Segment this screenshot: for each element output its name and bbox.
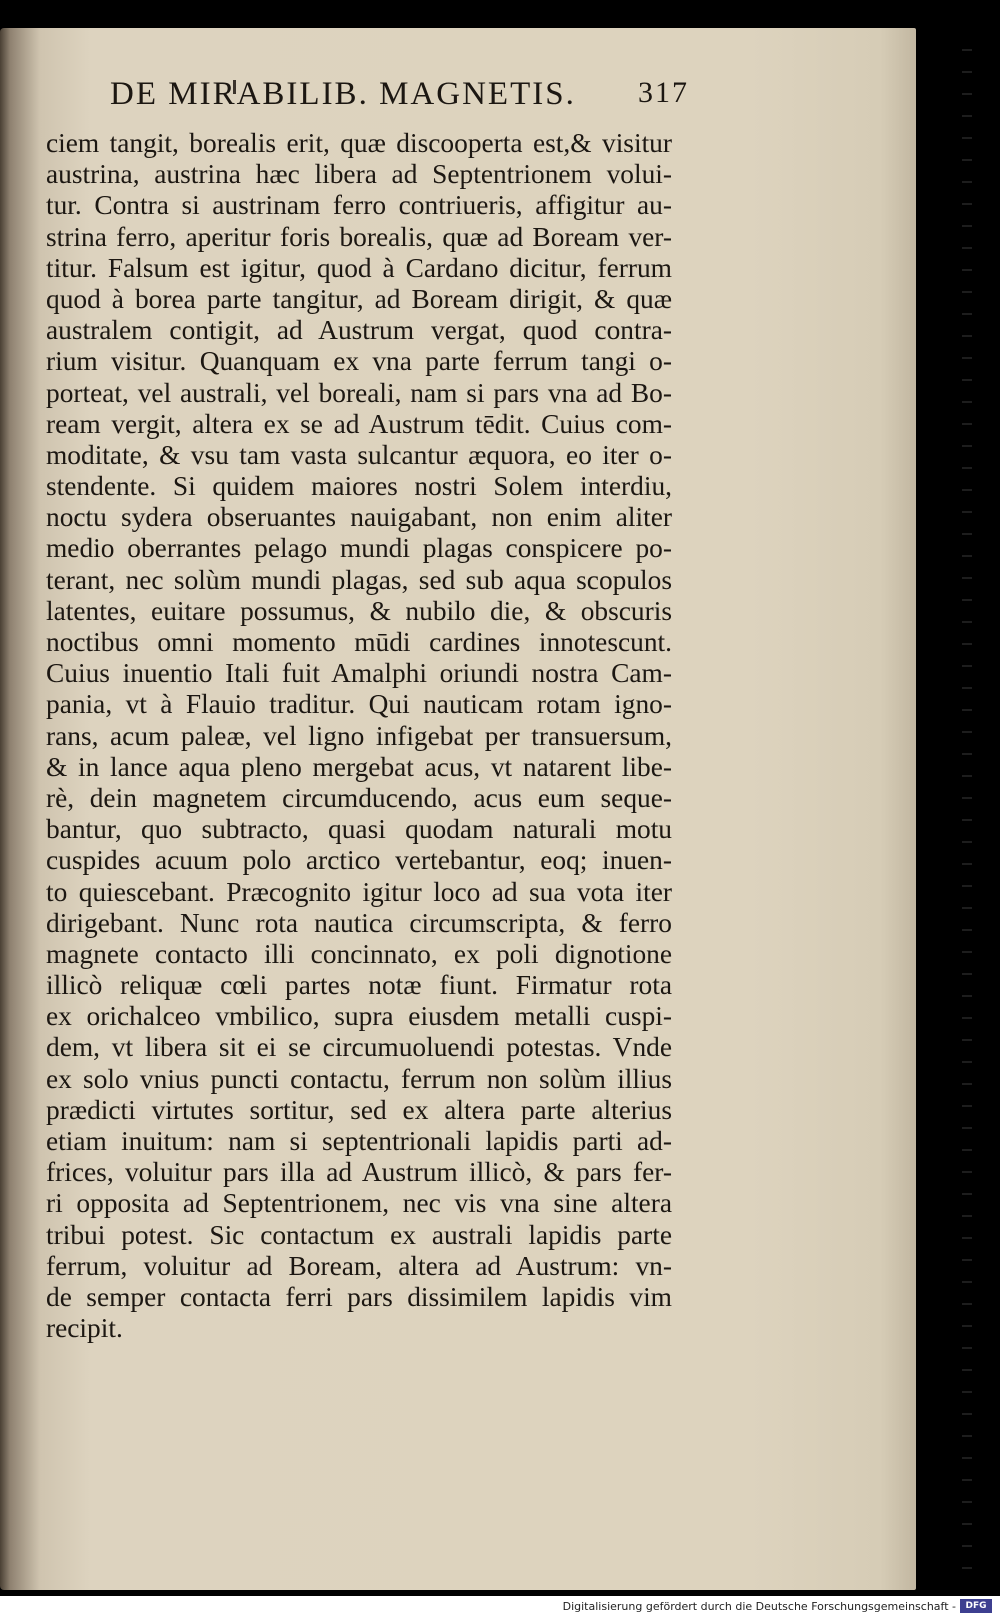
scan-ruler — [958, 40, 1000, 1590]
text-line: ri opposita ad Septentrionem, nec vis vna sine altera — [46, 1188, 672, 1219]
text-line: australem contigit, ad Austrum vergat, quod contra- — [46, 315, 672, 346]
text-line: ciem tangit, borealis erit, quæ discooperta est,& visitur — [46, 128, 672, 158]
funding-credit: Digitalisierung gefördert durch die Deutsche Forschungsgemeinschaft - — [562, 1600, 956, 1613]
text-line: stendente. Si quidem maiores nostri Solem interdiu, — [46, 471, 672, 502]
text-line: terant, nec solùm mundi plagas, sed sub aqua scopulos — [46, 564, 672, 595]
text-line: to quiescebant. Præcognito igitur loco ad sua vota iter — [46, 876, 672, 907]
text-line: bantur, quo subtracto, quasi quodam naturali motu — [46, 814, 672, 845]
text-line: ferrum, voluitur ad Boream, altera ad Austrum: vn- — [46, 1250, 672, 1281]
text-line: austrina, austrina hæc libera ad Septentrionem volui- — [46, 159, 672, 190]
text-line: noctu sydera obseruantes nauigabant, non enim aliter — [46, 502, 672, 533]
text-line: cuspides acuum polo arctico vertebantur, eoq; inuen- — [46, 845, 672, 876]
text-line: noctibus omni momento mūdi cardines innotescunt. — [46, 627, 672, 657]
text-line: ex orichalceo vmbilico, supra eiusdem metalli cuspi- — [46, 1001, 672, 1032]
text-line: & in lance aqua pleno mergebat acus, vt natarent libe- — [46, 751, 672, 782]
text-line: frices, voluitur pars illa ad Austrum illicò, & pars fer- — [46, 1157, 672, 1188]
text-line: rè, dein magnetem circumducendo, acus eum seque- — [46, 782, 672, 813]
text-line: prædicti virtutes sortitur, sed ex altera parte alterius — [46, 1094, 672, 1125]
text-line: medio oberrantes pelago mundi plagas conspicere po- — [46, 533, 672, 564]
text-line: pania, vt à Flauio traditur. Qui nauticam rotam igno- — [46, 689, 672, 720]
text-line: dirigebant. Nunc rota nautica circumscripta, & ferro — [46, 907, 672, 938]
text-line: latentes, euitare possumus, & nubilo die, & obscuris — [46, 595, 672, 626]
page-number: 317 — [638, 76, 689, 109]
text-line: tur. Contra si austrinam ferro contriueris, affigitur au- — [46, 190, 672, 221]
footer-bar — [0, 1596, 1000, 1618]
text-line: recipit. — [46, 1313, 123, 1344]
text-line: de semper contacta ferri pars dissimilem lapidis vim — [46, 1281, 672, 1312]
text-line: magnete contacto illi concinnato, ex poli dignotione — [46, 938, 672, 969]
text-line: illicò reliquæ cœli partes notæ fiunt. Firmatur rota — [46, 970, 672, 1001]
text-line: etiam inuitum: nam si septentrionali lapidis parti ad- — [46, 1126, 672, 1156]
text-line: rans, acum paleæ, vel ligno infigebat per transuersum, — [46, 720, 672, 751]
text-line: dem, vt libera sit ei se circumuoluendi potestas. Vnde — [46, 1032, 672, 1063]
text-line: rium visitur. Quanquam ex vna parte ferrum tangi o- — [46, 346, 672, 377]
body-text — [46, 128, 672, 1344]
text-line: strina ferro, aperitur foris borealis, quæ ad Boream ver- — [46, 221, 672, 252]
text-line: tribui potest. Sic contactum ex australi lapidis parte — [46, 1219, 672, 1250]
text-line: ex solo vnius puncti contactu, ferrum non solùm illius — [46, 1063, 672, 1094]
running-header — [110, 76, 689, 120]
text-line: Cuius inuentio Itali fuit Amalphi oriundi nostra Cam- — [46, 658, 672, 689]
text-line: titur. Falsum est igitur, quod à Cardano dicitur, ferrum — [46, 252, 672, 283]
text-line: quod à borea parte tangitur, ad Boream dirigit, & quæ — [46, 283, 672, 314]
running-title: DE MIRABILIB. MAGNETIS. — [110, 76, 576, 112]
text-line: ream vergit, altera ex se ad Austrum tēdit. Cuius com- — [46, 408, 672, 439]
dfg-logo: DFG — [960, 1599, 992, 1613]
text-line: porteat, vel australi, vel boreali, nam si pars vna ad Bo- — [46, 377, 672, 408]
text-line: moditate, & vsu tam vasta sulcantur æquora, eo iter o- — [46, 439, 672, 470]
